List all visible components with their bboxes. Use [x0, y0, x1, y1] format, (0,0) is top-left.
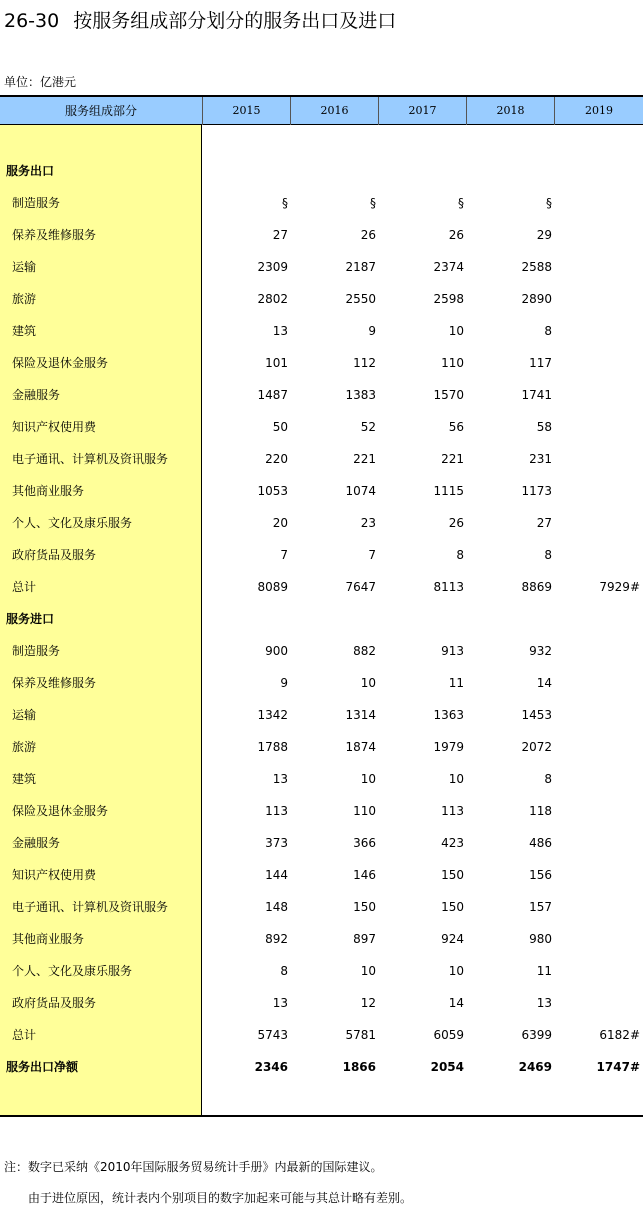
cell-value: 10	[448, 772, 464, 786]
cell-value: 1383	[345, 388, 376, 402]
cell-value: §	[458, 196, 464, 210]
cell-value: 2054	[430, 1060, 464, 1074]
row-label: 建筑	[12, 772, 37, 786]
cell-value: 1741	[521, 388, 552, 402]
cell-value: 10	[360, 772, 376, 786]
cell-value: 1363	[433, 708, 464, 722]
header-year-2018: 2018	[467, 97, 555, 125]
row-label: 服务出口净额	[6, 1060, 79, 1074]
cell-value: 50	[272, 420, 288, 434]
table-row	[0, 219, 643, 251]
section-heading-imports	[0, 603, 643, 635]
cell-value: 1053	[257, 484, 288, 498]
footnote-2: 由于进位原因，统计表内个别项目的数字加起来可能与其总计略有差别。	[4, 1191, 413, 1205]
row-label: 金融服务	[12, 836, 61, 850]
table-row	[0, 891, 643, 923]
cell-value: 221	[441, 452, 464, 466]
table-row	[0, 379, 643, 411]
cell-value: 2802	[257, 292, 288, 306]
cell-value: 6182#	[599, 1028, 640, 1042]
cell-value: 58	[536, 420, 552, 434]
row-label: 其他商业服务	[12, 932, 85, 946]
cell-value: 23	[360, 516, 376, 530]
cell-value: 1979	[433, 740, 464, 754]
cell-value: 101	[265, 356, 288, 370]
table-bottom-border	[0, 1115, 643, 1117]
cell-value: 231	[529, 452, 552, 466]
row-label: 总计	[12, 1028, 37, 1042]
cell-value: 980	[529, 932, 552, 946]
cell-value: 8	[544, 324, 552, 338]
cell-value: 26	[448, 516, 464, 530]
cell-value: 110	[353, 804, 376, 818]
header-year-2016: 2016	[291, 97, 379, 125]
cell-value: 2890	[521, 292, 552, 306]
row-label: 保养及维修服务	[12, 228, 97, 242]
cell-value: 913	[441, 644, 464, 658]
cell-value: 144	[265, 868, 288, 882]
row-label: 知识产权使用费	[12, 868, 97, 882]
cell-value: 113	[265, 804, 288, 818]
cell-value: 26	[448, 228, 464, 242]
row-label: 保险及退休金服务	[12, 356, 109, 370]
row-label: 旅游	[12, 740, 37, 754]
cell-value: 27	[272, 228, 288, 242]
cell-value: 14	[536, 676, 552, 690]
row-label: 保险及退休金服务	[12, 804, 109, 818]
cell-value: 8089	[257, 580, 288, 594]
cell-value: 27	[536, 516, 552, 530]
header-label-cell: 服务组成部分	[0, 97, 203, 125]
cell-value: 7	[368, 548, 376, 562]
cell-value: §	[370, 196, 376, 210]
cell-value: 1788	[257, 740, 288, 754]
cell-value: 13	[272, 996, 288, 1010]
cell-value: 156	[529, 868, 552, 882]
cell-value: 1747#	[596, 1060, 640, 1074]
table-row	[0, 315, 643, 347]
cell-value: 112	[353, 356, 376, 370]
row-label: 运输	[12, 260, 37, 274]
cell-value: 8	[280, 964, 288, 978]
cell-value: §	[546, 196, 552, 210]
row-label: 建筑	[12, 324, 37, 338]
header-year-2015: 2015	[203, 97, 291, 125]
cell-value: 1115	[433, 484, 464, 498]
cell-value: 110	[441, 356, 464, 370]
row-label: 个人、文化及康乐服务	[12, 964, 133, 978]
cell-value: 10	[448, 964, 464, 978]
cell-value: 9	[280, 676, 288, 690]
row-label: 个人、文化及康乐服务	[12, 516, 133, 530]
cell-value: 6059	[433, 1028, 464, 1042]
cell-value: 148	[265, 900, 288, 914]
cell-value: 52	[360, 420, 376, 434]
table-row	[0, 699, 643, 731]
row-label: 服务进口	[6, 612, 55, 626]
cell-value: 2598	[433, 292, 464, 306]
cell-value: 220	[265, 452, 288, 466]
table-row	[0, 827, 643, 859]
cell-value: 897	[353, 932, 376, 946]
cell-value: 9	[368, 324, 376, 338]
row-label: 保养及维修服务	[12, 676, 97, 690]
cell-value: 10	[448, 324, 464, 338]
cell-value: 892	[265, 932, 288, 946]
row-label: 服务出口	[6, 164, 55, 178]
net-exports-row	[0, 1051, 643, 1083]
table-row	[0, 443, 643, 475]
cell-value: 1487	[257, 388, 288, 402]
cell-value: 2550	[345, 292, 376, 306]
footnote-1: 注：数字已采纳《2010年国际服务贸易统计手册》内最新的国际建议。	[4, 1160, 383, 1174]
section-heading-exports	[0, 155, 643, 187]
cell-value: 5781	[345, 1028, 376, 1042]
table-row	[0, 667, 643, 699]
row-label: 制造服务	[12, 644, 61, 658]
cell-value: 423	[441, 836, 464, 850]
table-row	[0, 539, 643, 571]
row-label: 政府货品及服务	[12, 548, 97, 562]
cell-value: 12	[360, 996, 376, 1010]
table-header	[0, 95, 643, 125]
cell-value: 20	[272, 516, 288, 530]
cell-value: 221	[353, 452, 376, 466]
cell-value: 8	[456, 548, 464, 562]
table-title: 按服务组成部分划分的服务出口及进口	[73, 10, 397, 32]
cell-value: 1874	[345, 740, 376, 754]
cell-value: 486	[529, 836, 552, 850]
row-label: 金融服务	[12, 388, 61, 402]
row-label: 其他商业服务	[12, 484, 85, 498]
cell-value: 13	[536, 996, 552, 1010]
cell-value: 13	[272, 324, 288, 338]
row-label: 总计	[12, 580, 37, 594]
row-label: 电子通讯、计算机及资讯服务	[12, 900, 169, 914]
cell-value: 1342	[257, 708, 288, 722]
cell-value: 8869	[521, 580, 552, 594]
cell-value: 8	[544, 548, 552, 562]
table-row	[0, 987, 643, 1019]
cell-value: 1173	[521, 484, 552, 498]
cell-value: 932	[529, 644, 552, 658]
cell-value: 373	[265, 836, 288, 850]
cell-value: 1570	[433, 388, 464, 402]
cell-value: 10	[360, 964, 376, 978]
cell-value: 150	[353, 900, 376, 914]
header-year-2019: 2019	[585, 104, 613, 117]
table-row	[0, 859, 643, 891]
cell-value: 1074	[345, 484, 376, 498]
row-label: 运输	[12, 708, 37, 722]
cell-value: 26	[360, 228, 376, 242]
cell-value: 2072	[521, 740, 552, 754]
table-row	[0, 923, 643, 955]
cell-value: 56	[448, 420, 464, 434]
cell-value: 5743	[257, 1028, 288, 1042]
cell-value: 150	[441, 868, 464, 882]
cell-value: 7929#	[599, 580, 640, 594]
cell-value: 117	[529, 356, 552, 370]
table-row	[0, 507, 643, 539]
cell-value: 1314	[345, 708, 376, 722]
cell-value: §	[282, 196, 288, 210]
table-row	[0, 187, 643, 219]
header-year-2017: 2017	[379, 97, 467, 125]
cell-value: 157	[529, 900, 552, 914]
cell-value: 1866	[342, 1060, 376, 1074]
row-label: 知识产权使用费	[12, 420, 97, 434]
cell-value: 29	[536, 228, 552, 242]
cell-value: 882	[353, 644, 376, 658]
cell-value: 7	[280, 548, 288, 562]
cell-value: 113	[441, 804, 464, 818]
cell-value: 11	[448, 676, 464, 690]
cell-value: 7647	[345, 580, 376, 594]
table-row	[0, 251, 643, 283]
cell-value: 11	[536, 964, 552, 978]
data-table	[0, 95, 643, 1117]
table-number: 26-30	[4, 10, 60, 32]
cell-value: 2346	[254, 1060, 288, 1074]
table-row	[0, 795, 643, 827]
table-row	[0, 571, 643, 603]
cell-value: 8113	[433, 580, 464, 594]
cell-value: 2469	[518, 1060, 552, 1074]
cell-value: 14	[448, 996, 464, 1010]
table-row	[0, 763, 643, 795]
table-row	[0, 1019, 643, 1051]
cell-value: 366	[353, 836, 376, 850]
table-row	[0, 347, 643, 379]
row-label: 电子通讯、计算机及资讯服务	[12, 452, 169, 466]
cell-value: 10	[360, 676, 376, 690]
table-row	[0, 411, 643, 443]
page-title	[4, 6, 396, 33]
table-row	[0, 475, 643, 507]
table-row	[0, 731, 643, 763]
cell-value: 2187	[345, 260, 376, 274]
cell-value: 118	[529, 804, 552, 818]
table-row	[0, 955, 643, 987]
cell-value: 900	[265, 644, 288, 658]
cell-value: 146	[353, 868, 376, 882]
unit-label: 单位：亿港元	[4, 75, 77, 89]
cell-value: 6399	[521, 1028, 552, 1042]
cell-value: 8	[544, 772, 552, 786]
cell-value: 2374	[433, 260, 464, 274]
cell-value: 2309	[257, 260, 288, 274]
cell-value: 1453	[521, 708, 552, 722]
table-row	[0, 635, 643, 667]
row-label: 旅游	[12, 292, 37, 306]
cell-value: 13	[272, 772, 288, 786]
table-row	[0, 283, 643, 315]
cell-value: 924	[441, 932, 464, 946]
cell-value: 2588	[521, 260, 552, 274]
row-label: 政府货品及服务	[12, 996, 97, 1010]
row-label: 制造服务	[12, 196, 61, 210]
cell-value: 150	[441, 900, 464, 914]
